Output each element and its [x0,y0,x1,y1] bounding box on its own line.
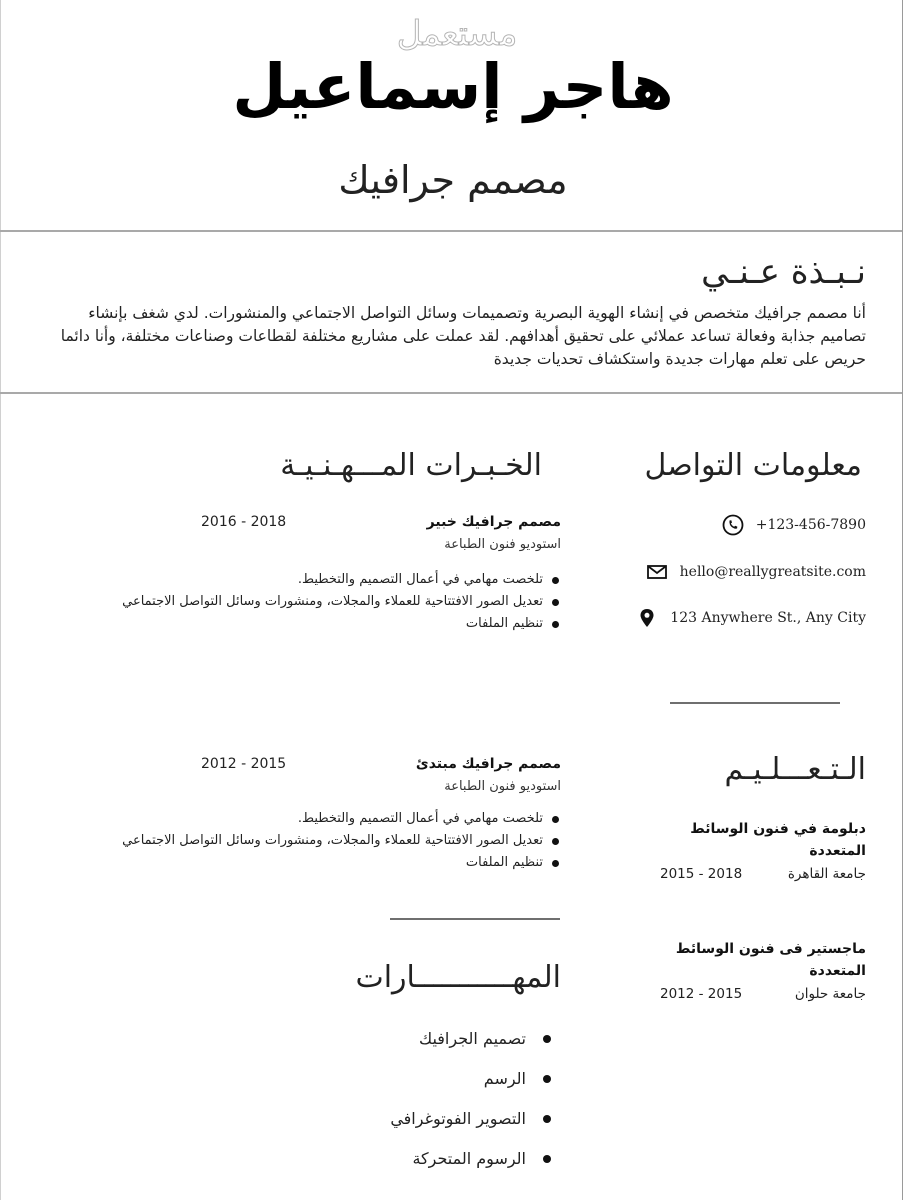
job-2-duties [61,808,561,874]
skill-item: الرسوم المتحركة [336,1146,556,1186]
job-2-header [201,756,561,772]
skill-item: تصميم الجرافيك [336,1026,556,1066]
list-item: تلخصت مهامي في أعمال التصميم والتخطيط. [61,569,561,591]
job-1-role: مصمم جرافيك خبير [426,514,561,530]
skill-item: الرسم [336,1066,556,1106]
contact-phone [636,512,866,538]
job-2-company: استوديو فنون الطباعة [444,779,561,794]
resume-name: هاجر إسماعيل [232,50,674,123]
list-item: تنظيم الملفات [61,852,561,874]
contact-email-text: hello@reallygreatsite.com [679,564,866,580]
contact-address [636,605,866,631]
contact-phone-text: +123-456-7890 [755,517,866,533]
contact-email [636,559,866,585]
education-degree-2: ماجستير فى فنون الوسائط المتعددة [675,941,866,979]
skills-heading: المهـــــــــــارات [355,960,561,995]
list-item: تعديل الصور الافتتاحية للعملاء والمجلات، ومنشورات وسائل التواصل الاجتماعي [61,830,561,852]
skill-item: التصوير الفوتوغرافي [336,1106,556,1146]
education-meta-2 [660,986,866,1002]
job-1-duties [61,569,561,635]
job-1-years: 2016 - 2018 [201,514,287,530]
job-1-company: استوديو فنون الطباعة [444,537,561,552]
watermark-logo: مستعمل [396,14,518,54]
education-meta-1 [660,866,866,882]
job-1-header [201,514,561,530]
about-body: أنا مصمم جرافيك متخصص في إنشاء الهوية البصرية وتصميمات وسائل التواصل الاجتماعي والمنشورات. لدي شغف بإنشاء تصاميم جذابة وفعالة تساعد عملائي على تحقيق أهدافهم. لقد عملت على مشاريع مختلفة لقطاعات وصناعات مختلفة، وأنا دائما حريص على تعلم مهارات جديدة واستكشاف تحديات جديدة [60,304,866,368]
education-years-2: 2012 - 2015 [660,986,743,1002]
contact-address-text: 123 Anywhere St., Any City [670,610,866,626]
phone-icon [722,514,744,536]
job-2-years: 2012 - 2015 [201,756,287,772]
about-divider [0,392,902,394]
list-item: تلخصت مهامي في أعمال التصميم والتخطيط. [61,808,561,830]
experience-divider [390,918,560,920]
list-item: تنظيم الملفات [61,613,561,635]
mail-icon [646,561,668,583]
education-school-2: جامعة حلوان [794,986,866,1002]
education-degree-1: دبلومة في فنون الوسائط المتعددة [690,821,866,859]
about-heading: نـبـذة عـنـي [701,252,866,292]
education-years-1: 2015 - 2018 [660,866,743,882]
skills-list [336,1026,556,1186]
header-divider [0,230,902,232]
experience-heading: الخـبـرات المـــهـنـيـة [280,448,542,483]
contact-heading: معلومات التواصل [644,448,862,483]
resume-job-title: مصمم جرافيك [338,158,568,202]
job-2-role: مصمم جرافيك مبتدئ [415,756,561,772]
list-item: تعديل الصور الافتتاحية للعملاء والمجلات، ومنشورات وسائل التواصل الاجتماعي [61,591,561,613]
education-school-1: جامعة القاهرة [787,866,866,882]
contact-divider [670,702,840,704]
location-pin-icon [636,607,658,629]
education-heading: الـتـعـــلـيـم [724,752,866,787]
